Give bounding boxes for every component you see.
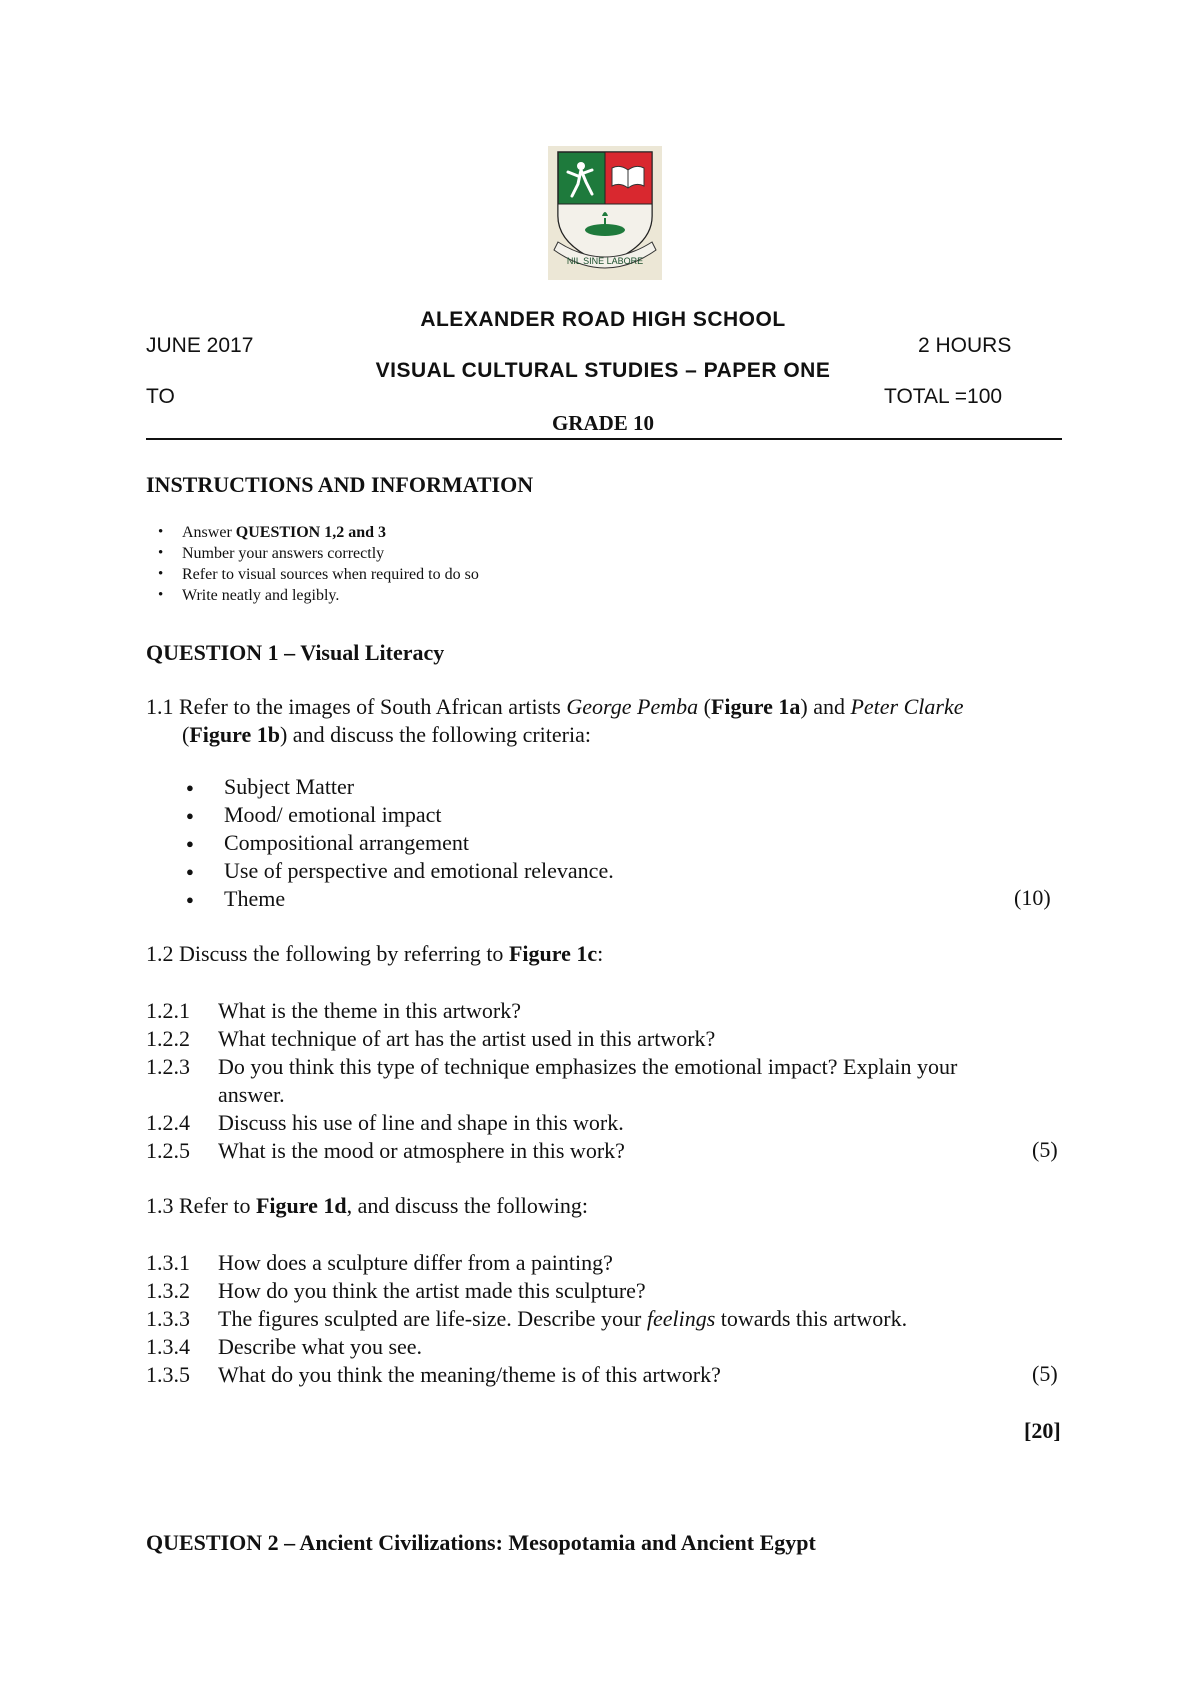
sub-question: 1.3.3 The figures sculpted are life-size. Describe your feelings towards this artwork. <box>146 1306 908 1331</box>
crest-motto: NIL SINE LABORE <box>566 256 644 266</box>
exam-total: TOTAL =100 <box>884 385 1003 408</box>
instruction-item: • Number your answers correctly <box>158 543 479 564</box>
criteria-item: ● Use of perspective and emotional relevance. <box>182 857 614 885</box>
school-name: ALEXANDER ROAD HIGH SCHOOL <box>420 308 786 331</box>
q1-1-prompt-line2: (Figure 1b) and discuss the following criteria: <box>182 722 591 747</box>
sub-question: 1.2.5 What is the mood or atmosphere in this work? <box>146 1138 625 1163</box>
q1-2-marks: (5) <box>1032 1137 1058 1162</box>
instructions-heading: INSTRUCTIONS AND INFORMATION <box>146 472 534 497</box>
q1-2-intro: 1.2 Discuss the following by referring to Figure 1c: <box>146 941 604 966</box>
question-2-heading: QUESTION 2 – Ancient Civilizations: Mesopotamia and Ancient Egypt <box>146 1530 816 1555</box>
exam-duration: 2 HOURS <box>918 334 1012 357</box>
q1-2-list <box>146 997 957 1165</box>
q1-1-criteria-list <box>182 773 614 913</box>
exam-grade: GRADE 10 <box>551 411 655 435</box>
criteria-item: ● Theme <box>182 885 614 913</box>
q1-3-marks: (5) <box>1032 1361 1058 1386</box>
instruction-item: • Refer to visual sources when required to do so <box>158 564 479 585</box>
exam-date: JUNE 2017 <box>146 334 254 357</box>
q1-3-list <box>146 1249 907 1389</box>
school-crest <box>548 146 662 280</box>
sub-question: 1.3.5 What do you think the meaning/theme is of this artwork? <box>146 1362 721 1387</box>
sub-question: 1.2.2 What technique of art has the artist used in this artwork? <box>146 1026 716 1051</box>
instruction-item: • Answer QUESTION 1,2 and 3 <box>158 522 479 543</box>
sub-question: 1.2.4 Discuss his use of line and shape in this work. <box>146 1110 624 1135</box>
instructions-list <box>158 522 479 606</box>
exam-subject: VISUAL CULTURAL STUDIES – PAPER ONE <box>375 359 831 382</box>
q1-1-prompt-line1: 1.1 Refer to the images of South African artists George Pemba (Figure 1a) and Peter Clarke <box>146 694 964 719</box>
criteria-item: ● Mood/ emotional impact <box>182 801 614 829</box>
q1-total-marks: [20] <box>1024 1418 1061 1443</box>
sub-question: 1.2.3 Do you think this type of technique emphasizes the emotional impact? Explain your answer. <box>146 1054 958 1107</box>
header-divider <box>146 438 1062 440</box>
question-1-heading: QUESTION 1 – Visual Literacy <box>146 640 445 665</box>
criteria-item: ● Subject Matter <box>182 773 614 801</box>
sub-question: 1.3.2 How do you think the artist made this sculpture? <box>146 1278 646 1303</box>
sub-question: 1.3.1 How does a sculpture differ from a painting? <box>146 1250 613 1275</box>
exam-to: TO <box>146 385 175 408</box>
sub-question: 1.3.4 Describe what you see. <box>146 1334 423 1359</box>
q1-1-marks: (10) <box>1014 885 1051 910</box>
criteria-item: ● Compositional arrangement <box>182 829 614 857</box>
q1-3-intro: 1.3 Refer to Figure 1d, and discuss the following: <box>146 1193 588 1218</box>
instruction-item: • Write neatly and legibly. <box>158 585 479 606</box>
sub-question: 1.2.1 What is the theme in this artwork? <box>146 998 522 1023</box>
